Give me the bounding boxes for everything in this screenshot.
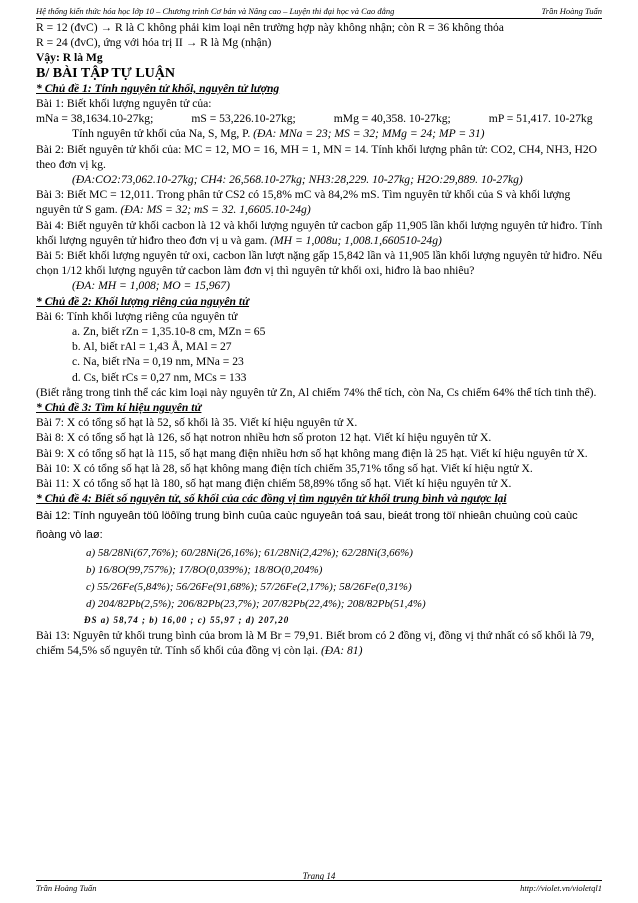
page-number: Trang 14	[302, 871, 336, 881]
exercise-9: Bài 9: X có tổng số hạt là 115, số hạt mang điện nhiều hơn số hạt không mang điện là 25 hạt. Viết kí hiệu nguyên tử X.	[36, 446, 588, 460]
exercise-2-answer: (ĐA:CO2:73,062.10-27kg; CH4: 26,568.10-27kg; NH3:28,229. 10-27kg; H2O:29,889. 10-27kg)	[72, 173, 523, 187]
exercise-7: Bài 7: X có tổng số hạt là 52, số khối là 35. Viết kí hiệu nguyên tử X.	[36, 416, 358, 430]
intro-line: R = 24 (đvC), ứng với hóa trị II → R là Mg (nhận)	[36, 36, 272, 50]
exercise-5: Bài 5: Biết khối lượng nguyên tử oxi, cacbon lần lượt nặng gấp 15,842 lần và 11,905 lần khối lượng nguyên tử hiđro. Nếu chọn 1/12 khối lượng nguyên tử cacbon làm đơn vị thì nguyên tử khối oxi, hiđro là bao nhiêu?	[36, 249, 603, 278]
intro-line: R = 12 (đvC) → R là C không phải kim loại nên trường hợp này không nhận; còn R = 36 không thỏa	[36, 21, 504, 34]
topic-4: * Chủ đề 4: Biết số nguyên tử, số khối của các đồng vị tìm nguyên tử khối trung bình và ngược lại	[36, 492, 507, 506]
topic-3: * Chủ đề 3: Tìm kí hiệu nguyên tử	[36, 401, 202, 415]
exercise-8: Bài 8: X có tổng số hạt là 126, số hạt notron nhiều hơn số proton 12 hạt. Viết kí hiệu nguyên tử X.	[36, 431, 492, 445]
page-header	[36, 6, 602, 19]
exercise-1-masses: mNa = 38,1634.10-27kg; mS = 53,226.10-27kg; mMg = 40,358. 10-27kg; mP = 51,417. 10-27kg	[36, 112, 593, 126]
exercise-4: Bài 4: Biết nguyên tử khối cacbon là 12 và khối lượng nguyên tử cacbon gấp 11,905 lần khối lượng nguyên tử hiđro. Tính khối lượng nguyên tử hiđro theo đơn vị u và gam. (MH = 1,008u; 1,008.1,660510-24g)	[36, 218, 603, 247]
exercise-10: Bài 10: X có tổng số hạt là 28, số hạt không mang điện tích chiếm 35,71% tổng số hạt. Viết kí hiệu ngtử X.	[36, 461, 533, 475]
footer-left: Trần Hoàng Tuấn	[36, 883, 97, 893]
exercise-6-b: b. Al, biết rAl = 1,43 Å, MAl = 27	[72, 340, 232, 354]
exercise-12: Bài 12: Tính nguyeân töû löôïng trung bình cuûa caùc nguyeân toá sau, bieát trong töï nhieân chuùng coù caùc ñoàng vò laø:	[36, 509, 578, 541]
exercise-6-c: c. Na, biết rNa = 0,19 nm, MNa = 23	[72, 355, 244, 369]
exercise-12-b: b) 16/8O(99,757%); 17/8O(0,039%); 18/8O(0,204%)	[86, 563, 323, 576]
exercise-3: Bài 3: Biết MC = 12,011. Trong phân tử CS2 có 15,8% mC và 84,2% mS. Tìm nguyên tử khối của S và khối lượng nguyên tử S gam. (ĐA: MS = 32; mS = 32. 1,6605.10-24g)	[36, 188, 571, 217]
topic-2: * Chủ đề 2: Khối lượng riêng của nguyên tử	[36, 294, 250, 308]
exercise-12-c: c) 55/26Fe(5,84%); 56/26Fe(91,68%); 57/26Fe(2,17%); 58/26Fe(0,31%)	[86, 580, 412, 593]
exercise-1-task: Tính nguyên tử khối của Na, S, Mg, P. (ĐA: MNa = 23; MS = 32; MMg = 24; MP = 31)	[72, 127, 485, 141]
page-footer	[36, 871, 602, 893]
section-title: B/ BÀI TẬP TỰ LUẬN	[36, 65, 175, 81]
topic-1: * Chủ đề 1: Tính nguyên tử khối, nguyên tử lượng	[36, 81, 280, 95]
exercise-13: Bài 13: Nguyên tử khối trung bình của brom là M Br = 79,91. Biết brom có 2 đồng vị, đồng vị thứ nhất có số khối là 79, chiếm 54,5% số nguyên tử. Tính số khối của đồng vị còn lại. (ĐA: 81)	[36, 628, 595, 657]
exercise-12-answer: ĐS a) 58,74 ; b) 16,00 ; c) 55,97 ; d) 207,20	[84, 614, 290, 625]
exercise-12-d: d) 204/82Pb(2,5%); 206/82Pb(23,7%); 207/82Pb(22,4%); 208/82Pb(51,4%)	[86, 597, 426, 610]
exercise-5-answer: (ĐA: MH = 1,008; MO = 15,967)	[72, 279, 230, 293]
exercise-12-a: a) 58/28Ni(67,76%); 60/28Ni(26,16%); 61/28Ni(2,42%); 62/28Ni(3,66%)	[86, 546, 413, 559]
header-right: Trần Hoàng Tuấn	[541, 6, 602, 16]
footer-right: http://violet.vn/violetql1	[520, 883, 602, 893]
exercise-11: Bài 11: X có tổng số hạt là 180, số hạt mang điện chiếm 58,89% tổng số hạt. Viết kí hiệu nguyên tử X.	[36, 477, 512, 491]
exercise-6-a: a. Zn, biết rZn = 1,35.10-8 cm, MZn = 65	[72, 325, 266, 339]
exercise-2: Bài 2: Biết nguyên tử khối của: MC = 12, MO = 16, MH = 1, MN = 14. Tính khối lượng phân tử: CO2, CH4, NH3, H2O theo đơn vị kg.	[36, 142, 598, 171]
exercise-1: Bài 1: Biết khối lượng nguyên tử của:	[36, 97, 212, 111]
intro-line: Vậy: R là Mg	[36, 51, 103, 65]
header-left: Hệ thống kiến thức hóa học lớp 10 – Chương trình Cơ bản và Nâng cao – Luyện thi đại học và Cao đẳng	[36, 6, 395, 16]
exercise-6-note: (Biết rằng trong tinh thể các kim loại này nguyên tử Zn, Al chiếm 74% thể tích, còn Na, Cs chiếm 64% thể tích tinh thể).	[36, 385, 597, 399]
exercise-6-d: d. Cs, biết rCs = 0,27 nm, MCs = 133	[72, 370, 247, 384]
page-content	[36, 20, 606, 658]
exercise-6: Bài 6: Tính khối lượng riêng của nguyên tử	[36, 309, 238, 323]
